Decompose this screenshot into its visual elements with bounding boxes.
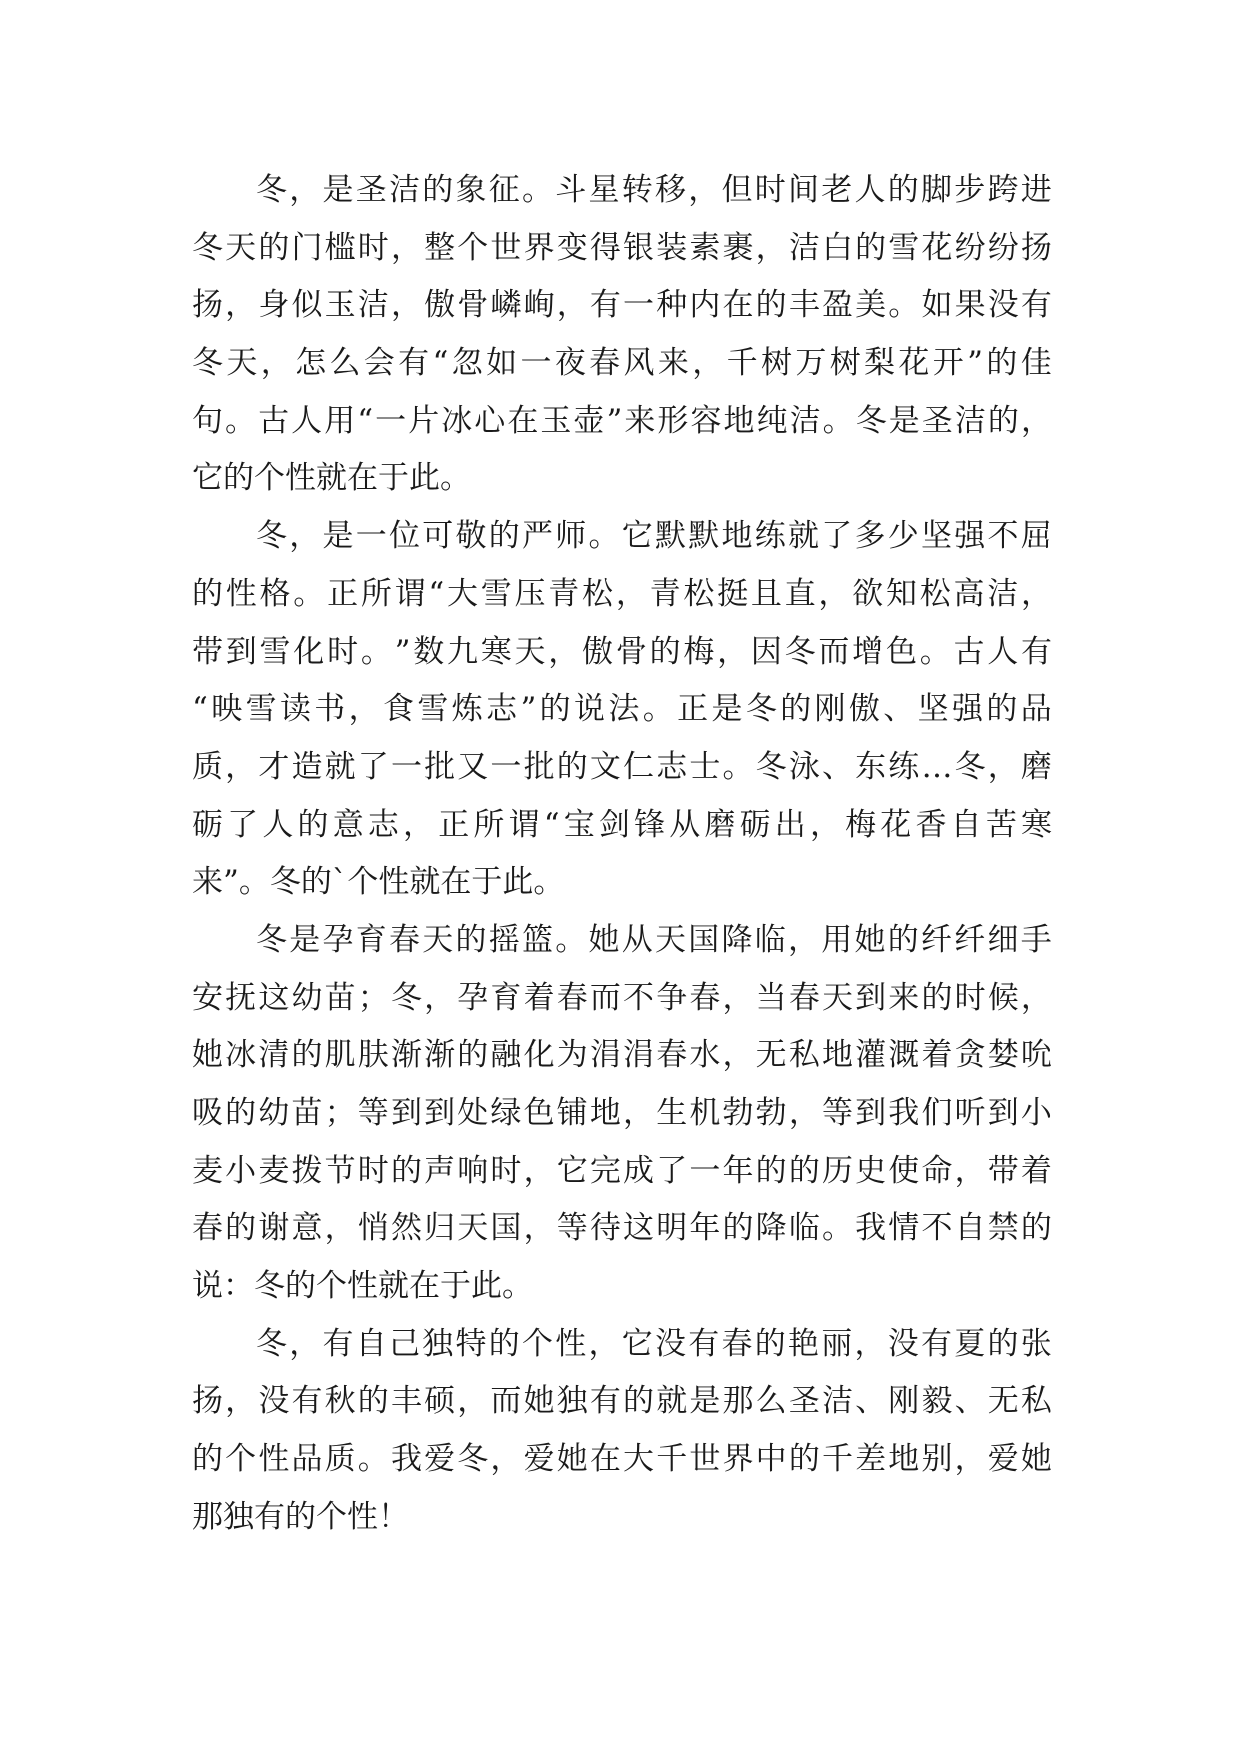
paragraph-2-line-1: 冬 ， 是 一 位 可 敬 的 严 师 。 它 默 默 地 练 就 了 多 少 坚 强 不 屈: [256, 518, 1052, 555]
paragraph-3-line-5: 麦 小 麦 拨 节 时 的 声 响 时 ， 它 完 成 了 一 年 的 的 历 史 使 命 ， 带 着: [192, 1152, 1052, 1189]
paragraph-1-line-3: 扬 ， 身 似 玉 洁 ， 傲 骨 嶙 峋 ， 有 一 种 内 在 的 丰 盈 美 。 如 果 没 有: [192, 287, 1052, 324]
paragraph-2-line-5: 质 ， 才 造 就 了 一 批 又 一 批 的 文 仁 志 士 。 冬 泳 、 东 练 … 冬 ， 磨: [192, 748, 1052, 785]
paragraph-3-line-7: 说：冬的个性就在于此。: [192, 1268, 533, 1305]
paragraph-2-line-3: 带 到 雪 化 时 。 ” 数 九 寒 天 ， 傲 骨 的 梅 ， 因 冬 而 增 色 。 古 人 有: [192, 633, 1052, 670]
paragraph-3-line-6: 春 的 谢 意 ， 悄 然 归 天 国 ， 等 待 这 明 年 的 降 临 。 我 情 不 自 禁 的: [192, 1210, 1052, 1247]
paragraph-1-line-5: 句 。 古 人 用 “ 一 片 冰 心 在 玉 壶 ” 来 形 容 地 纯 洁 。 冬 是 圣 洁 的 ，: [192, 402, 1052, 439]
paragraph-4-line-3: 的 个 性 品 质 。 我 爱 冬 ， 爱 她 在 大 千 世 界 中 的 千 差 地 别 ， 爱 她: [192, 1441, 1052, 1478]
paragraph-2-line-2: 的 性 格 。 正 所 谓 “ 大 雪 压 青 松 ， 青 松 挺 且 直 ， 欲 知 松 高 洁 ，: [192, 575, 1052, 612]
paragraph-3-line-4: 吸 的 幼 苗 ； 等 到 到 处 绿 色 铺 地 ， 生 机 勃 勃 ， 等 到 我 们 听 到 小: [192, 1095, 1052, 1131]
paragraph-2-line-6: 砺 了 人 的 意 志 ， 正 所 谓 “ 宝 剑 锋 从 磨 砺 出 ， 梅 花 香 自 苦 寒: [192, 806, 1052, 843]
paragraph-3-line-3: 她 冰 清 的 肌 肤 渐 渐 的 融 化 为 涓 涓 春 水 ， 无 私 地 灌 溉 着 贪 婪 吮: [192, 1037, 1052, 1074]
paragraph-3-line-1: 冬 是 孕 育 春 天 的 摇 篮 。 她 从 天 国 降 临 ， 用 她 的 纤 纤 细 手: [256, 921, 1052, 958]
paragraph-3-line-2: 安 抚 这 幼 苗 ； 冬 ， 孕 育 着 春 而 不 争 春 ， 当 春 天 到 来 的 时 候 ，: [192, 979, 1052, 1016]
paragraph-1-line-4: 冬 天 ， 怎 么 会 有 “ 忽 如 一 夜 春 风 来 ， 千 树 万 树 梨 花 开 ” 的 佳: [192, 345, 1052, 382]
paragraph-4-line-2: 扬 ， 没 有 秋 的 丰 硕 ， 而 她 独 有 的 就 是 那 么 圣 洁 、 刚 毅 、 无 私: [192, 1383, 1052, 1420]
paragraph-4-line-1: 冬 ， 有 自 己 独 特 的 个 性 ， 它 没 有 春 的 艳 丽 ， 没 有 夏 的 张: [256, 1325, 1052, 1362]
paragraph-1-line-1: 冬 ， 是 圣 洁 的 象 征 。 斗 星 转 移 ， 但 时 间 老 人 的 脚 步 跨 进: [256, 172, 1052, 208]
paragraph-1-line-2: 冬 天 的 门 槛 时 ， 整 个 世 界 变 得 银 装 素 裹 ， 洁 白 的 雪 花 纷 纷 扬: [192, 229, 1052, 266]
paragraph-1-line-6: 它的个性就在于此。: [192, 460, 471, 497]
paragraph-2-line-7: 来”。冬的`个性就在于此。: [192, 864, 565, 901]
paragraph-2-line-4: “ 映 雪 读 书 ， 食 雪 炼 志 ” 的 说 法 。 正 是 冬 的 刚 傲 、 坚 强 的 品: [192, 691, 1052, 728]
paragraph-4-line-4: 那独有的个性！: [192, 1498, 409, 1535]
document-body: [192, 162, 1052, 1547]
